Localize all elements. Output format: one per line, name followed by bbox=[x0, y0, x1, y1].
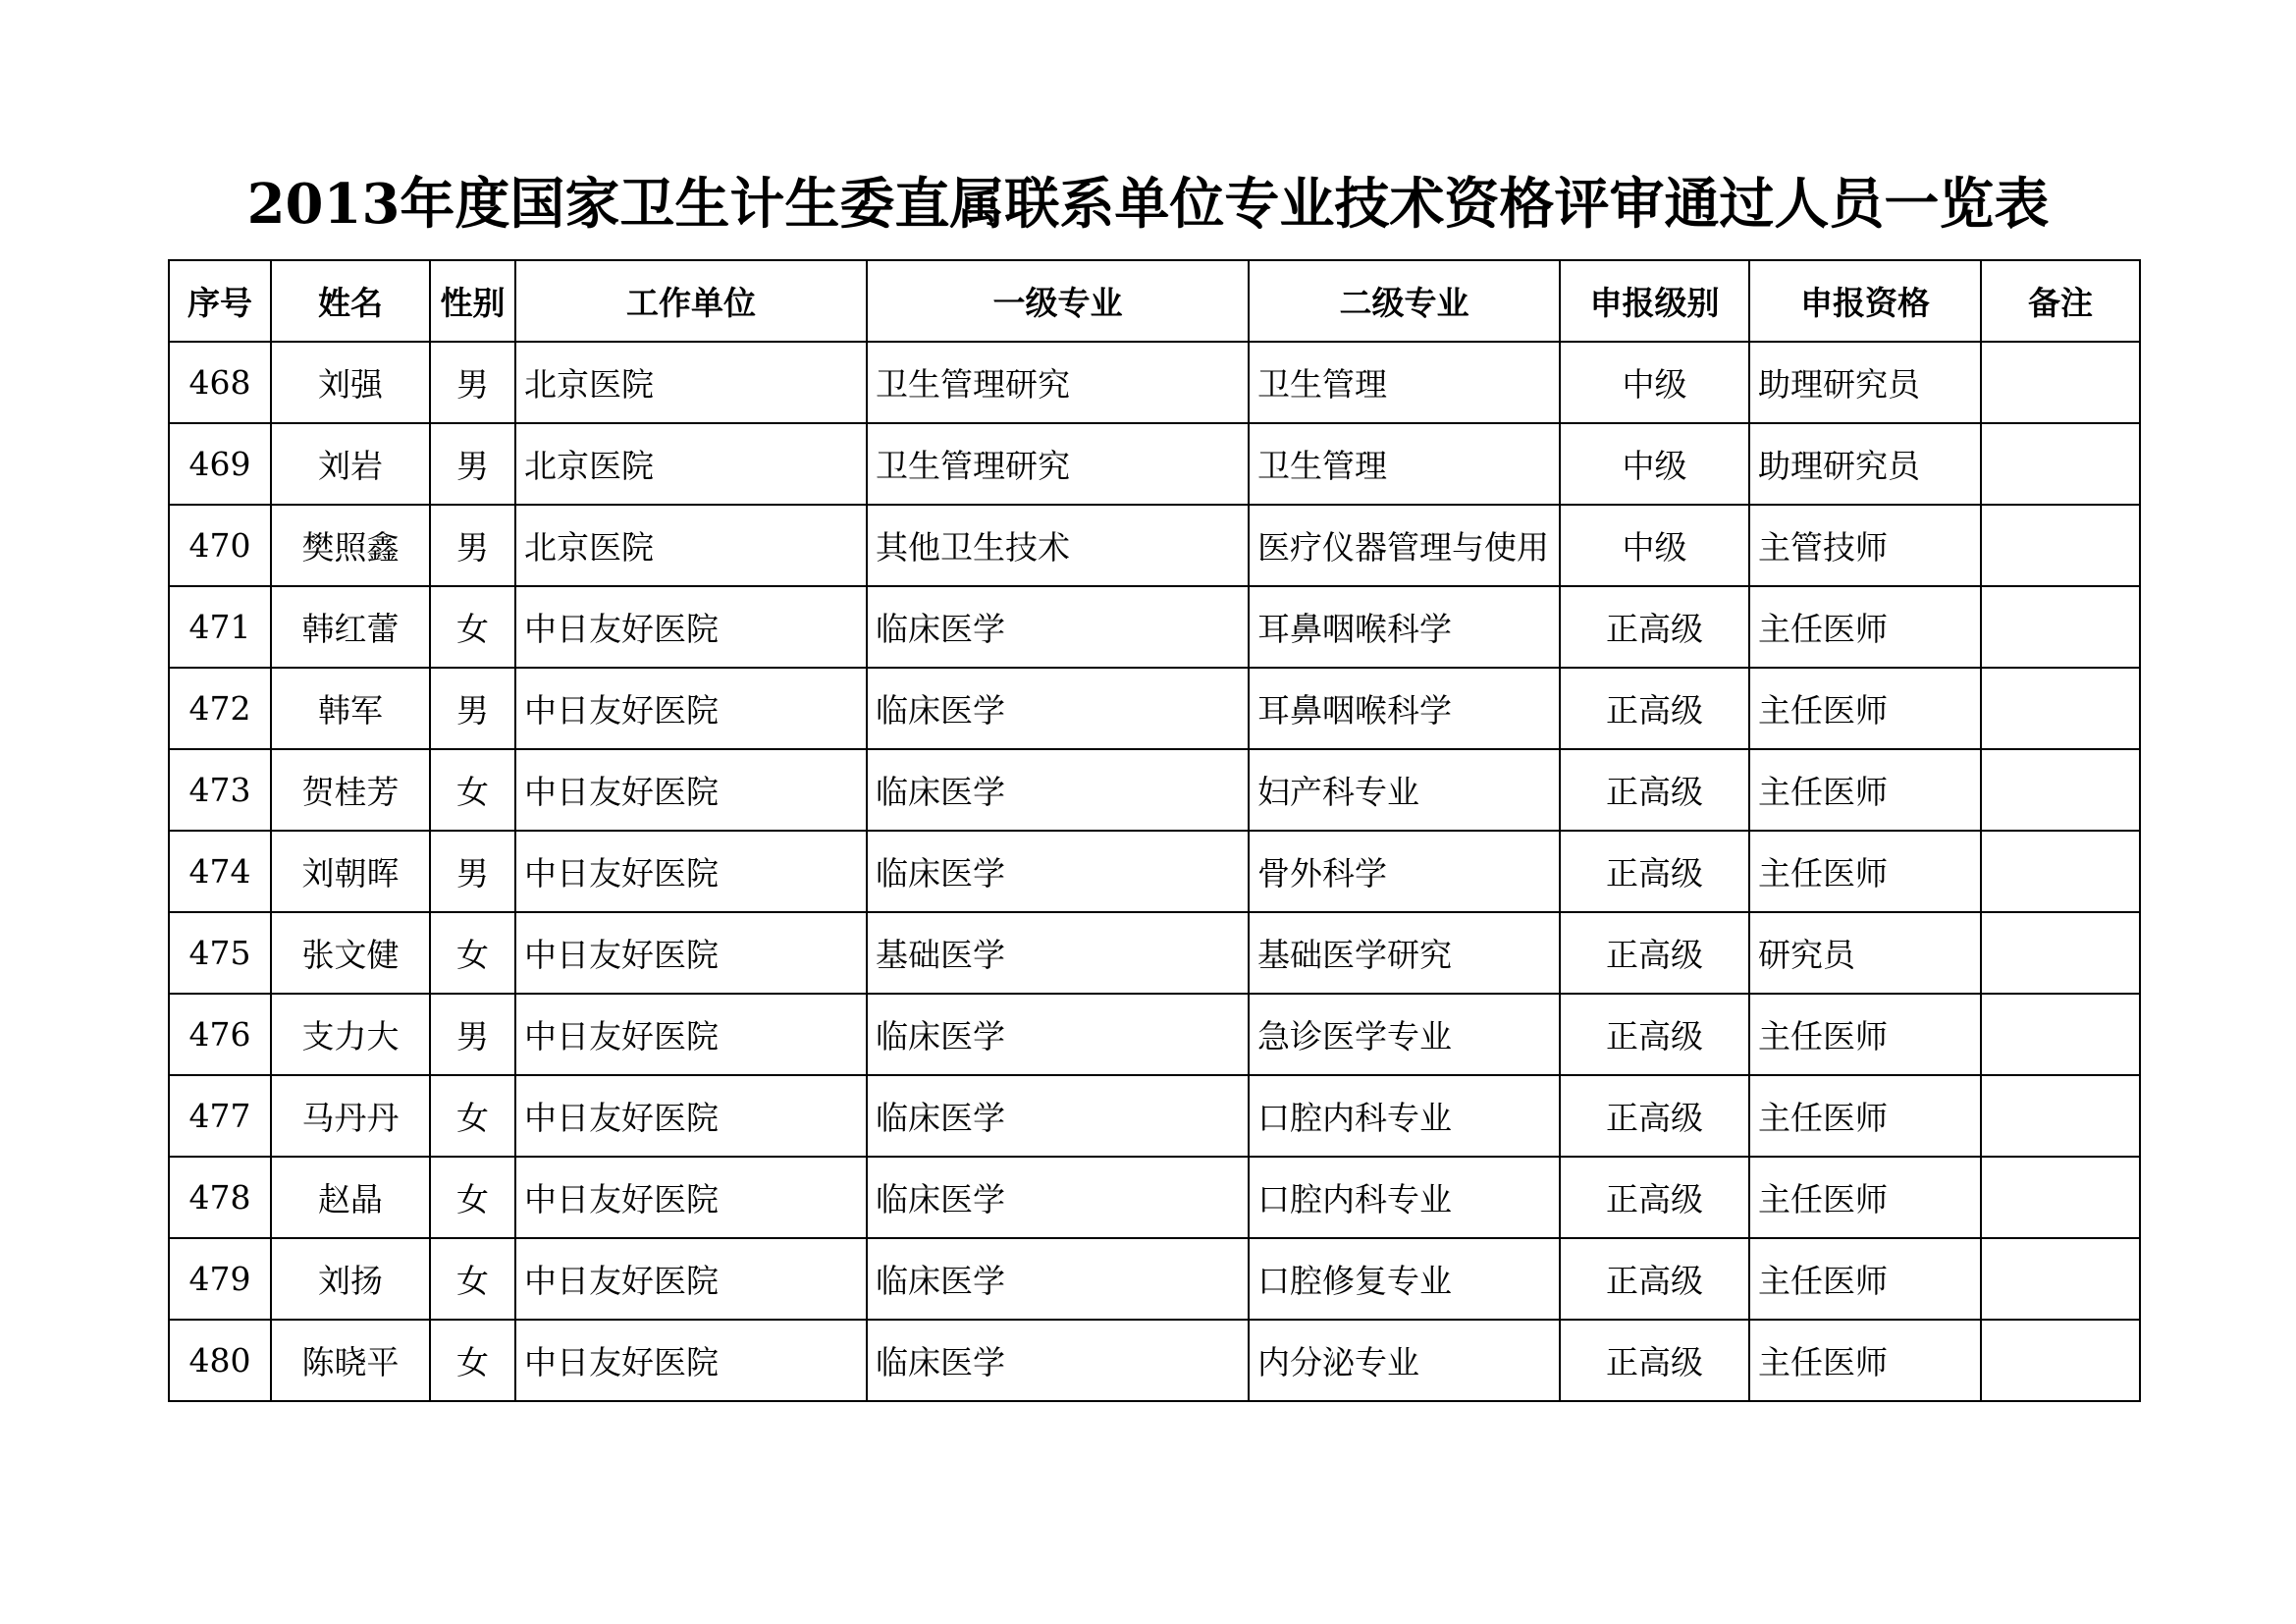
cell-secondary-specialty: 耳鼻咽喉科学 bbox=[1249, 668, 1560, 749]
cell-workplace: 中日友好医院 bbox=[515, 994, 867, 1075]
cell-remarks bbox=[1981, 1075, 2140, 1157]
table-row bbox=[169, 912, 2140, 994]
cell-remarks bbox=[1981, 1320, 2140, 1401]
cell-name: 刘扬 bbox=[271, 1238, 430, 1320]
roster-table bbox=[168, 259, 2141, 1402]
cell-index: 472 bbox=[169, 668, 271, 749]
cell-workplace: 北京医院 bbox=[515, 342, 867, 423]
table-row bbox=[169, 1320, 2140, 1401]
table-row bbox=[169, 994, 2140, 1075]
cell-workplace: 中日友好医院 bbox=[515, 749, 867, 831]
cell-qualification: 主任医师 bbox=[1749, 1157, 1981, 1238]
table-row bbox=[169, 749, 2140, 831]
cell-secondary-specialty: 卫生管理 bbox=[1249, 342, 1560, 423]
page-title: 2013年度国家卫生计生委直属联系单位专业技术资格评审通过人员一览表 bbox=[246, 172, 2050, 237]
cell-primary-specialty: 临床医学 bbox=[867, 994, 1249, 1075]
cell-gender: 女 bbox=[430, 1238, 515, 1320]
table-row bbox=[169, 586, 2140, 668]
cell-gender: 女 bbox=[430, 586, 515, 668]
cell-index: 473 bbox=[169, 749, 271, 831]
cell-workplace: 中日友好医院 bbox=[515, 912, 867, 994]
header-cell-qualification: 申报资格 bbox=[1749, 260, 1981, 342]
cell-index: 468 bbox=[169, 342, 271, 423]
cell-remarks bbox=[1981, 668, 2140, 749]
cell-qualification: 助理研究员 bbox=[1749, 423, 1981, 505]
cell-name: 韩红蕾 bbox=[271, 586, 430, 668]
cell-gender: 男 bbox=[430, 505, 515, 586]
cell-gender: 男 bbox=[430, 831, 515, 912]
cell-name: 贺桂芳 bbox=[271, 749, 430, 831]
cell-index: 476 bbox=[169, 994, 271, 1075]
cell-remarks bbox=[1981, 423, 2140, 505]
cell-workplace: 中日友好医院 bbox=[515, 668, 867, 749]
cell-qualification: 主管技师 bbox=[1749, 505, 1981, 586]
cell-level: 中级 bbox=[1560, 505, 1749, 586]
cell-name: 赵晶 bbox=[271, 1157, 430, 1238]
cell-primary-specialty: 临床医学 bbox=[867, 1075, 1249, 1157]
cell-qualification: 主任医师 bbox=[1749, 1320, 1981, 1401]
cell-qualification: 主任医师 bbox=[1749, 668, 1981, 749]
header-cell-name: 姓名 bbox=[271, 260, 430, 342]
cell-workplace: 中日友好医院 bbox=[515, 1157, 867, 1238]
cell-qualification: 主任医师 bbox=[1749, 1075, 1981, 1157]
cell-index: 471 bbox=[169, 586, 271, 668]
header-cell-remarks: 备注 bbox=[1981, 260, 2140, 342]
cell-primary-specialty: 临床医学 bbox=[867, 668, 1249, 749]
cell-index: 470 bbox=[169, 505, 271, 586]
cell-level: 正高级 bbox=[1560, 749, 1749, 831]
cell-remarks bbox=[1981, 831, 2140, 912]
cell-level: 正高级 bbox=[1560, 1238, 1749, 1320]
cell-secondary-specialty: 急诊医学专业 bbox=[1249, 994, 1560, 1075]
table-row bbox=[169, 1075, 2140, 1157]
cell-primary-specialty: 临床医学 bbox=[867, 1157, 1249, 1238]
table-row bbox=[169, 668, 2140, 749]
cell-name: 支力大 bbox=[271, 994, 430, 1075]
cell-gender: 男 bbox=[430, 668, 515, 749]
cell-workplace: 北京医院 bbox=[515, 505, 867, 586]
cell-gender: 男 bbox=[430, 423, 515, 505]
table-header-row bbox=[169, 260, 2140, 342]
cell-index: 475 bbox=[169, 912, 271, 994]
cell-qualification: 主任医师 bbox=[1749, 994, 1981, 1075]
cell-gender: 女 bbox=[430, 912, 515, 994]
cell-remarks bbox=[1981, 994, 2140, 1075]
cell-remarks bbox=[1981, 342, 2140, 423]
table-row bbox=[169, 1157, 2140, 1238]
cell-workplace: 中日友好医院 bbox=[515, 831, 867, 912]
cell-secondary-specialty: 口腔修复专业 bbox=[1249, 1238, 1560, 1320]
cell-qualification: 主任医师 bbox=[1749, 586, 1981, 668]
cell-gender: 女 bbox=[430, 1075, 515, 1157]
cell-secondary-specialty: 基础医学研究 bbox=[1249, 912, 1560, 994]
cell-qualification: 主任医师 bbox=[1749, 1238, 1981, 1320]
table-row bbox=[169, 831, 2140, 912]
cell-primary-specialty: 临床医学 bbox=[867, 586, 1249, 668]
cell-remarks bbox=[1981, 1238, 2140, 1320]
cell-gender: 男 bbox=[430, 994, 515, 1075]
cell-workplace: 中日友好医院 bbox=[515, 1320, 867, 1401]
header-cell-index: 序号 bbox=[169, 260, 271, 342]
cell-name: 刘强 bbox=[271, 342, 430, 423]
cell-remarks bbox=[1981, 1157, 2140, 1238]
cell-index: 469 bbox=[169, 423, 271, 505]
cell-gender: 女 bbox=[430, 749, 515, 831]
cell-level: 正高级 bbox=[1560, 1075, 1749, 1157]
cell-level: 正高级 bbox=[1560, 1157, 1749, 1238]
cell-primary-specialty: 基础医学 bbox=[867, 912, 1249, 994]
cell-index: 477 bbox=[169, 1075, 271, 1157]
cell-gender: 女 bbox=[430, 1157, 515, 1238]
cell-name: 张文健 bbox=[271, 912, 430, 994]
cell-name: 刘岩 bbox=[271, 423, 430, 505]
cell-index: 479 bbox=[169, 1238, 271, 1320]
cell-primary-specialty: 临床医学 bbox=[867, 1320, 1249, 1401]
cell-name: 樊照鑫 bbox=[271, 505, 430, 586]
cell-level: 正高级 bbox=[1560, 831, 1749, 912]
cell-name: 韩军 bbox=[271, 668, 430, 749]
cell-primary-specialty: 临床医学 bbox=[867, 1238, 1249, 1320]
table-row bbox=[169, 342, 2140, 423]
cell-secondary-specialty: 耳鼻咽喉科学 bbox=[1249, 586, 1560, 668]
cell-remarks bbox=[1981, 912, 2140, 994]
cell-index: 474 bbox=[169, 831, 271, 912]
cell-secondary-specialty: 口腔内科专业 bbox=[1249, 1075, 1560, 1157]
cell-primary-specialty: 卫生管理研究 bbox=[867, 423, 1249, 505]
cell-secondary-specialty: 妇产科专业 bbox=[1249, 749, 1560, 831]
cell-level: 中级 bbox=[1560, 342, 1749, 423]
cell-secondary-specialty: 卫生管理 bbox=[1249, 423, 1560, 505]
cell-remarks bbox=[1981, 586, 2140, 668]
cell-qualification: 主任医师 bbox=[1749, 749, 1981, 831]
cell-secondary-specialty: 医疗仪器管理与使用 bbox=[1249, 505, 1560, 586]
cell-qualification: 主任医师 bbox=[1749, 831, 1981, 912]
cell-secondary-specialty: 口腔内科专业 bbox=[1249, 1157, 1560, 1238]
header-cell-gender: 性别 bbox=[430, 260, 515, 342]
cell-level: 正高级 bbox=[1560, 668, 1749, 749]
cell-level: 正高级 bbox=[1560, 586, 1749, 668]
cell-primary-specialty: 卫生管理研究 bbox=[867, 342, 1249, 423]
header-cell-secondary-specialty: 二级专业 bbox=[1249, 260, 1560, 342]
cell-level: 正高级 bbox=[1560, 1320, 1749, 1401]
cell-primary-specialty: 临床医学 bbox=[867, 831, 1249, 912]
header-cell-workplace: 工作单位 bbox=[515, 260, 867, 342]
table-row bbox=[169, 1238, 2140, 1320]
cell-primary-specialty: 临床医学 bbox=[867, 749, 1249, 831]
cell-index: 478 bbox=[169, 1157, 271, 1238]
header-cell-primary-specialty: 一级专业 bbox=[867, 260, 1249, 342]
cell-level: 正高级 bbox=[1560, 912, 1749, 994]
cell-remarks bbox=[1981, 749, 2140, 831]
cell-level: 正高级 bbox=[1560, 994, 1749, 1075]
cell-qualification: 研究员 bbox=[1749, 912, 1981, 994]
cell-level: 中级 bbox=[1560, 423, 1749, 505]
table-row bbox=[169, 423, 2140, 505]
cell-gender: 女 bbox=[430, 1320, 515, 1401]
cell-secondary-specialty: 骨外科学 bbox=[1249, 831, 1560, 912]
cell-name: 陈晓平 bbox=[271, 1320, 430, 1401]
cell-workplace: 中日友好医院 bbox=[515, 1075, 867, 1157]
cell-qualification: 助理研究员 bbox=[1749, 342, 1981, 423]
cell-index: 480 bbox=[169, 1320, 271, 1401]
cell-workplace: 中日友好医院 bbox=[515, 586, 867, 668]
header-cell-level: 申报级别 bbox=[1560, 260, 1749, 342]
table-row bbox=[169, 505, 2140, 586]
cell-workplace: 中日友好医院 bbox=[515, 1238, 867, 1320]
cell-gender: 男 bbox=[430, 342, 515, 423]
cell-workplace: 北京医院 bbox=[515, 423, 867, 505]
cell-name: 刘朝晖 bbox=[271, 831, 430, 912]
cell-name: 马丹丹 bbox=[271, 1075, 430, 1157]
cell-secondary-specialty: 内分泌专业 bbox=[1249, 1320, 1560, 1401]
cell-primary-specialty: 其他卫生技术 bbox=[867, 505, 1249, 586]
cell-remarks bbox=[1981, 505, 2140, 586]
